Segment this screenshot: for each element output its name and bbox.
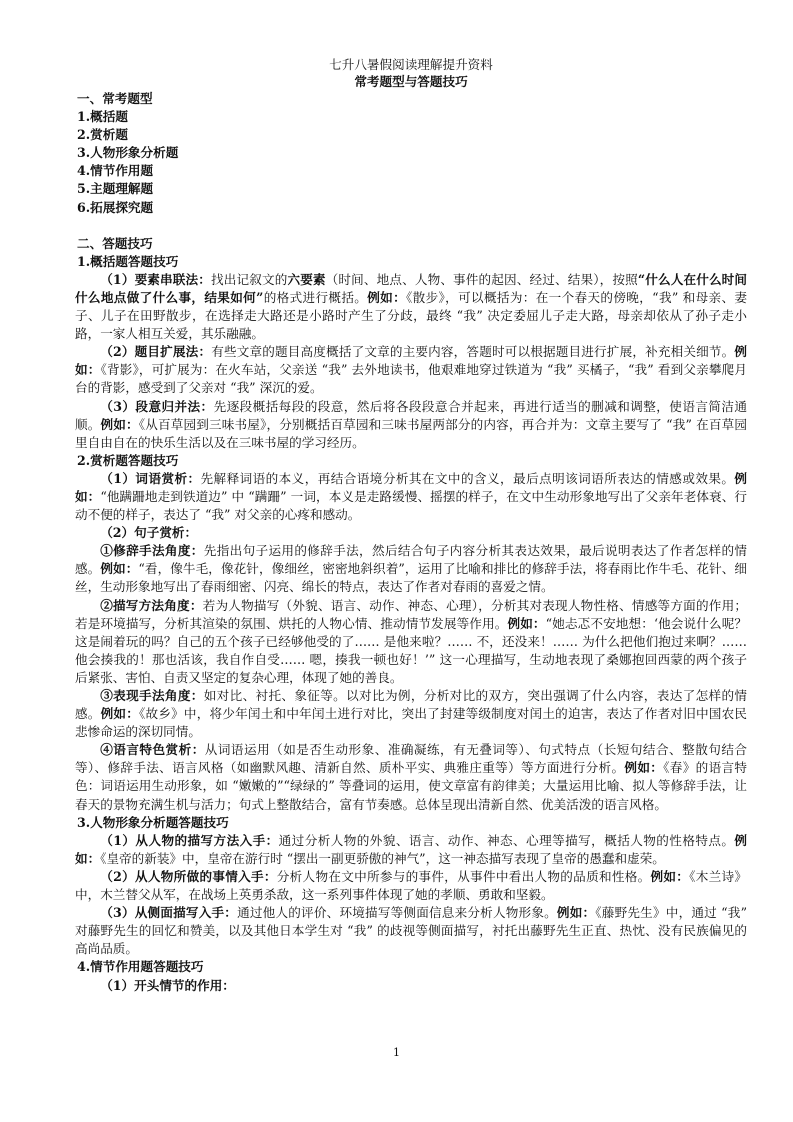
subheading-plot: 4.情节作用题答题技巧 <box>77 959 204 975</box>
document-subtitle: 常考题型与答题技巧 <box>354 74 468 89</box>
list-item: 2.赏析题 <box>77 127 128 143</box>
paragraph: （2）从人物所做的事情入手：分析人物在文中所参与的事件，从事件中看出人物的品质和性格。例如：《木兰诗》中，木兰替父从军，在战场上英勇杀敌，这一系列事件体现了她的孝顺、勇敢和坚毅。 <box>75 868 748 903</box>
section-heading-question-types: 一、常考题型 <box>77 91 153 106</box>
section-heading-techniques: 二、答题技巧 <box>77 235 153 251</box>
paragraph: （1）词语赏析：先解释词语的本义，再结合语境分析其在文中的含义，最后点明该词语所表达的情感或效果。例如：“他蹒跚地走到铁道边” 中 “蹒跚” 一词，本义是走路缓慢、摇摆的样子，在文中生动形象地写出了父亲年老体衰、行动不便的样子，表达了 “我” 对父亲的心疼和感动。 <box>75 470 748 523</box>
list-item: 4.情节作用题 <box>77 163 154 179</box>
paragraph: ①修辞手法角度：先指出句子运用的修辞手法，然后结合句子内容分析其表达效果，最后说明表达了作者怎样的情感。例如：“看，像牛毛，像花针，像细丝，密密地斜织着”，运用了比喻和排比的修辞手法，将春雨比作牛毛、花针、细丝，生动形象地写出了春雨细密、闪亮、绵长的特点，表达了作者对春雨的喜爱之情。 <box>75 543 748 595</box>
document-title: 七升八暑假阅读理解提升资料 <box>329 57 493 72</box>
subheading-appreciation: 2.赏析题答题技巧 <box>77 452 179 468</box>
paragraph: （1）开头情节的作用： <box>100 977 235 993</box>
paragraph: （2）题目扩展法：有些文章的题目高度概括了文章的主要内容，答题时可以根据题目进行扩展，补充相关细节。例如：《背影》，可扩展为：在火车站，父亲送 “我” 去外地读书，他艰难地穿过铁道为 “我” 买橘子，“我” 看到父亲攀爬月台的背影，感受到了父亲对 “我” 深沉的爱。 <box>75 344 748 396</box>
list-item: 3.人物形象分析题 <box>77 145 179 161</box>
paragraph: （1）要素串联法：找出记叙文的六要素（时间、地点、人物、事件的起因、经过、结果），按照“什么人在什么时间什么地点做了什么事，结果如何”的格式进行概括。例如：《散步》，可以概括为：在一个春天的傍晚，“我” 和母亲、妻子、儿子在田野散步，在选择走大路还是小路时产生了分歧，最终 “我” 决定委屈儿子走大路，母亲却依从了孙子走小路，一家人相互关爱，其乐融融。 <box>75 271 748 342</box>
list-item: 1.概括题 <box>77 109 128 125</box>
paragraph: ②描写方法角度：若为人物描写（外貌、语言、动作、神态、心理），分析其对表现人物性格、情感等方面的作用；若是环境描写，分析其渲染的氛围、烘托的人物心情、推动情节发展等作用。例如：“她忐忑不安地想：‘他会说什么呢？这是闹着玩的吗？自己的五个孩子已经够他受的了…… 是他来啦？…… 不，还没来！…… 为什么把他们抱过来啊？…… 他会揍我的！那也活该，我自作自受…… 嗯，揍我一顿也好！’” 这一心理描写，生动地表现了桑娜抱回西蒙的两个孩子后紧张、害怕、自责又坚定的复杂心理，体现了她的善良。 <box>75 597 748 685</box>
paragraph: （3）从侧面描写入手：通过他人的评价、环境描写等侧面信息来分析人物形象。例如：《藤野先生》中，通过 “我” 对藤野先生的回忆和赞美，以及其他日本学生对 “我” 的歧视等侧面描写，衬托出藤野先生正直、热忱、没有民族偏见的高尚品质。 <box>75 905 748 957</box>
paragraph: ④语言特色赏析：从词语运用（如是否生动形象、准确凝练，有无叠词等）、句式特点（长短句结合、整散句结合等）、修辞手法、语言风格（如幽默风趣、清新自然、质朴平实、典雅庄重等）等方面进行分析。例如：《春》的语言特色：词语运用生动形象，如 “嫩嫩的”“绿绿的” 等叠词的运用，使文章富有韵律美；大量运用比喻、拟人等修辞手法，让春天的景物充满生机与活力；句式上整散结合，富有节奏感。总体呈现出清新自然、优美活泼的语言风格。 <box>75 742 748 812</box>
list-item: 6.拓展探究题 <box>77 199 154 215</box>
paragraph: （2）句子赏析： <box>100 525 198 541</box>
paragraph: （1）从人物的描写方法入手：通过分析人物的外貌、语言、动作、神态、心理等描写，概括人物的性格特点。例如：《皇帝的新装》中，皇帝在游行时 “摆出一副更骄傲的神气”，这一神态描写表现了皇帝的愚蠢和虚荣。 <box>75 832 747 866</box>
list-item: 5.主题理解题 <box>77 181 154 197</box>
paragraph: ③表现手法角度：如对比、衬托、象征等。以对比为例，分析对比的双方，突出强调了什么内容，表达了怎样的情感。例如：《故乡》中，将少年闰土和中年闰土进行对比，突出了封建等级制度对闰土的迫害，表达了作者对旧中国农民悲惨命运的深切同情。 <box>75 688 748 740</box>
subheading-character: 3.人物形象分析题答题技巧 <box>77 814 229 830</box>
page-number: 1 <box>393 1046 400 1059</box>
paragraph: （3）段意归并法：先逐段概括每段的段意，然后将各段段意合并起来，再进行适当的删减和调整，使语言简洁通顺。例如：《从百草园到三味书屋》，分别概括百草园和三味书屋两部分的内容，再合并为：文章主要写了 “我” 在百草园里自由自在的快乐生活以及在三味书屋的学习经历。 <box>75 398 748 450</box>
subheading-summary: 1.概括题答题技巧 <box>77 253 179 269</box>
